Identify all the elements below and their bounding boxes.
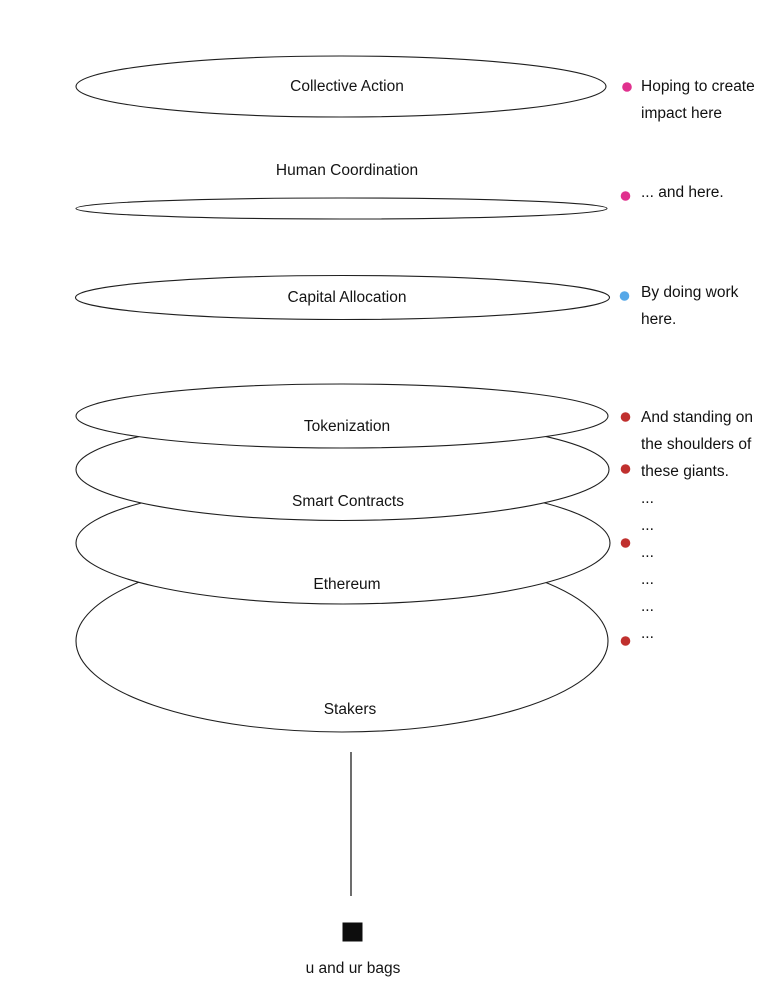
- annotation-ellipsis-6: ...: [641, 625, 654, 642]
- red-dot-3: [621, 538, 631, 548]
- annotation-giants: [641, 404, 753, 647]
- layer-label-smart-contracts: Smart Contracts: [292, 493, 404, 510]
- annotation-ellipsis-2: ...: [641, 517, 654, 534]
- annotation-impact: [641, 74, 755, 127]
- blue-dot: [620, 291, 630, 301]
- annotation-giants-line-3: these giants.: [641, 463, 729, 480]
- annotation-ellipsis-3: ...: [641, 544, 654, 561]
- layer-label-tokenization: Tokenization: [303, 418, 391, 435]
- red-dot-4: [621, 636, 631, 646]
- ellipse-stack: [76, 56, 611, 732]
- annotation-doing-work-line-2: here.: [641, 310, 677, 328]
- pink-dot-2: [621, 191, 631, 201]
- annotation-and-here-line: ... and here.: [641, 184, 724, 201]
- red-dot-1: [621, 412, 631, 422]
- ellipse-tokenization: [76, 384, 608, 448]
- layer-label-stakers: Stakers: [323, 701, 377, 718]
- layer-label-ethereum: Ethereum: [313, 576, 381, 593]
- pink-dot-1: [622, 82, 632, 92]
- base-square: [343, 923, 363, 942]
- annotation-and-here: [641, 180, 724, 207]
- ellipse-human-coordination: [76, 198, 607, 219]
- annotation-ellipsis-5: ...: [641, 598, 654, 615]
- annotation-doing-work-line-1: By doing work: [641, 284, 739, 301]
- annotation-ellipsis-4: ...: [641, 571, 654, 588]
- layer-label-capital-allocation: Capital Allocation: [287, 289, 407, 306]
- annotation-ellipsis-1: ...: [641, 490, 654, 507]
- red-dot-2: [621, 464, 631, 474]
- annotation-dots: [620, 82, 632, 646]
- annotation-giants-line-2: the shoulders of: [641, 436, 752, 453]
- annotation-giants-line-1: And standing on: [641, 409, 754, 426]
- annotation-impact-line-2: impact here: [641, 104, 722, 122]
- layer-label-human-coordination: Human Coordination: [275, 162, 419, 179]
- annotation-doing-work: [641, 280, 738, 333]
- annotation-impact-line-1: Hoping to create: [641, 78, 755, 95]
- layer-label-collective-action: Collective Action: [290, 78, 404, 95]
- base-label: u and ur bags: [305, 960, 401, 977]
